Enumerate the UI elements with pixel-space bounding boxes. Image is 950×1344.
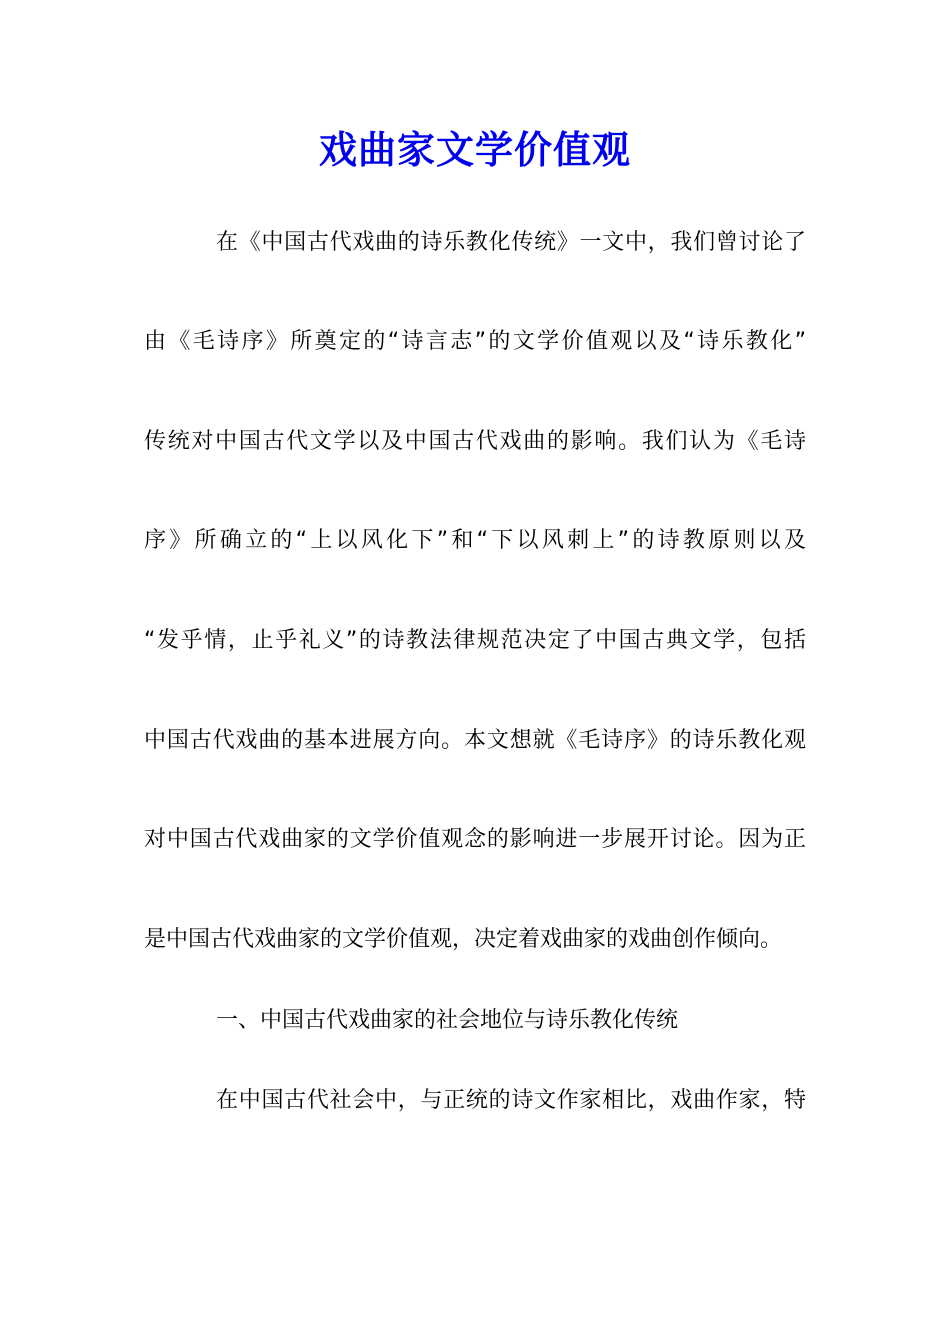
paragraph-line: 由《毛诗序》所奠定的“诗言志”的文学价值观以及“诗乐教化” (144, 329, 806, 354)
document-title: 戏曲家文学价值观 (318, 127, 631, 172)
paragraph-line: 是中国古代戏曲家的文学价值观，决定着戏曲家的戏曲创作倾向。 (144, 927, 783, 952)
paragraph-line: 序》所确立的“上以风化下”和“下以风刺上”的诗教原则以及 (144, 528, 806, 553)
paragraph-line: 在《中国古代戏曲的诗乐教化传统》一文中，我们曾讨论了 (216, 230, 806, 255)
paragraph-line: 传统对中国古代文学以及中国古代戏曲的影响。我们认为《毛诗 (144, 429, 806, 454)
paragraph-line: “发乎情，止乎礼义”的诗教法律规范决定了中国古典文学，包括 (144, 628, 806, 653)
section-heading: 一、中国古代戏曲家的社会地位与诗乐教化传统 (216, 1008, 679, 1033)
paragraph-line: 在中国古代社会中，与正统的诗文作家相比，戏曲作家，特 (216, 1088, 806, 1113)
paragraph-line: 中国古代戏曲的基本进展方向。本文想就《毛诗序》的诗乐教化观 (144, 728, 806, 753)
paragraph-line: 对中国古代戏曲家的文学价值观念的影响进一步展开讨论。因为正 (144, 827, 806, 852)
